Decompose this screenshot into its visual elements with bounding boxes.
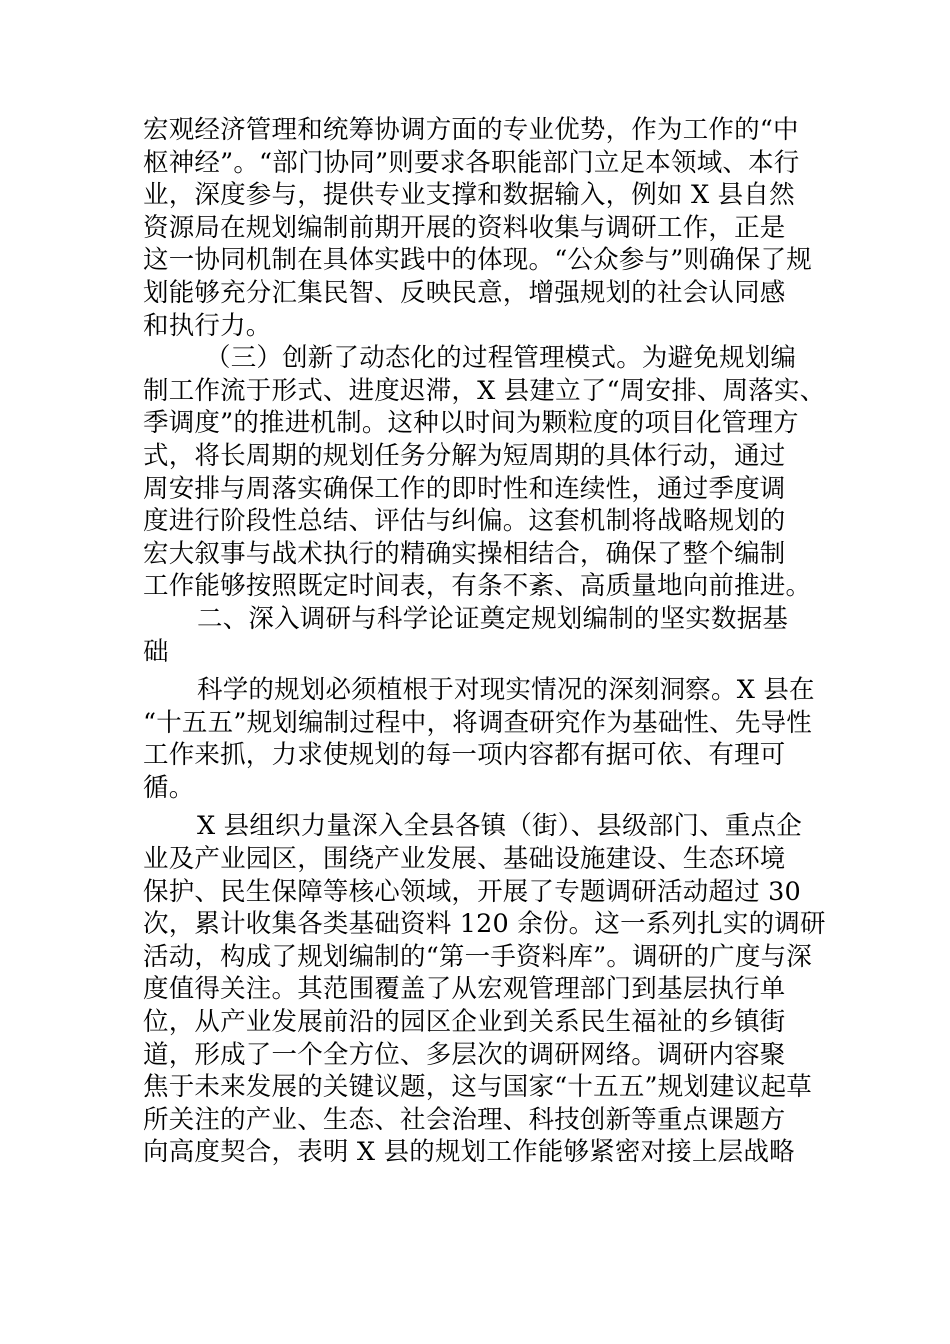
text-line: 焦于未来发展的关键议题，这与国家“十五五”规划建议起草 [143, 1072, 812, 1103]
paragraph-start: 科学的规划必须植根于对现实情况的深刻洞察。X 县在 [197, 675, 815, 706]
section-heading-three: （三）创新了动态化的过程管理模式。为避免规划编 [205, 343, 797, 374]
text-line: 循。 [143, 772, 195, 803]
text-line: 宏观经济管理和统筹协调方面的专业优势，作为工作的“中 [143, 115, 799, 145]
text-line: 向高度契合，表明 X 县的规划工作能够紧密对接上层战略 [143, 1137, 795, 1168]
text-line: 次，累计收集各类基础资料 120 余份。这一系列扎实的调研 [143, 909, 826, 940]
section-heading-two-continued: 础 [143, 636, 169, 667]
text-line: 枢神经”。“部门协同”则要求各职能部门立足本领域、本行 [143, 147, 800, 178]
text-line: 式，将长周期的规划任务分解为短周期的具体行动，通过 [143, 440, 786, 471]
document-body [143, 114, 826, 1169]
text-line: 道，形成了一个全方位、多层次的调研网络。调研内容聚 [143, 1039, 786, 1070]
text-line: 工作能够按照既定时间表，有条不紊、高质量地向前推进。 [143, 571, 812, 602]
text-line: 所关注的产业、生态、社会治理、科技创新等重点课题方 [143, 1104, 786, 1135]
text-line: 这一协同机制在具体实践中的体现。“公众参与”则确保了规 [143, 245, 812, 276]
section-heading-two: 二、深入调研与科学论证奠定规划编制的坚实数据基 [197, 603, 789, 634]
text-line: 季调度”的推进机制。这种以时间为颗粒度的项目化管理方 [143, 408, 799, 439]
text-line: 业及产业园区，围绕产业发展、基础设施建设、生态环境 [143, 844, 786, 875]
paragraph-start: X 县组织力量深入全县各镇（街）、县级部门、重点企 [197, 811, 803, 842]
text-line: 保护、民生保障等核心领域，开展了专题调研活动超过 30 [143, 876, 801, 907]
text-line: 划能够充分汇集民智、反映民意，增强规划的社会认同感 [143, 277, 786, 308]
text-line: “十五五”规划编制过程中，将调查研究作为基础性、先导性 [143, 707, 812, 738]
text-line: 宏大叙事与战术执行的精确实操相结合，确保了整个编制 [143, 538, 786, 569]
text-line: 位，从产业发展前沿的园区企业到关系民生福祉的乡镇街 [143, 1007, 786, 1038]
text-line: 活动，构成了规划编制的“第一手资料库”。调研的广度与深 [143, 941, 812, 972]
text-line: 度值得关注。其范围覆盖了从宏观管理部门到基层执行单 [143, 974, 786, 1005]
text-line: 度进行阶段性总结、评估与纠偏。这套机制将战略规划的 [143, 506, 786, 537]
text-line: 业，深度参与，提供专业支撑和数据输入，例如 X 县自然 [143, 180, 795, 211]
text-line: 周安排与周落实确保工作的即时性和连续性，通过季度调 [143, 473, 786, 504]
text-line: 和执行力。 [143, 310, 272, 341]
text-line: 工作来抓，力求使规划的每一项内容都有据可依、有理可 [143, 740, 786, 771]
text-line: 资源局在规划编制前期开展的资料收集与调研工作，正是 [143, 212, 786, 243]
text-line: 制工作流于形式、进度迟滞，X 县建立了“周安排、周落实、 [143, 375, 826, 406]
